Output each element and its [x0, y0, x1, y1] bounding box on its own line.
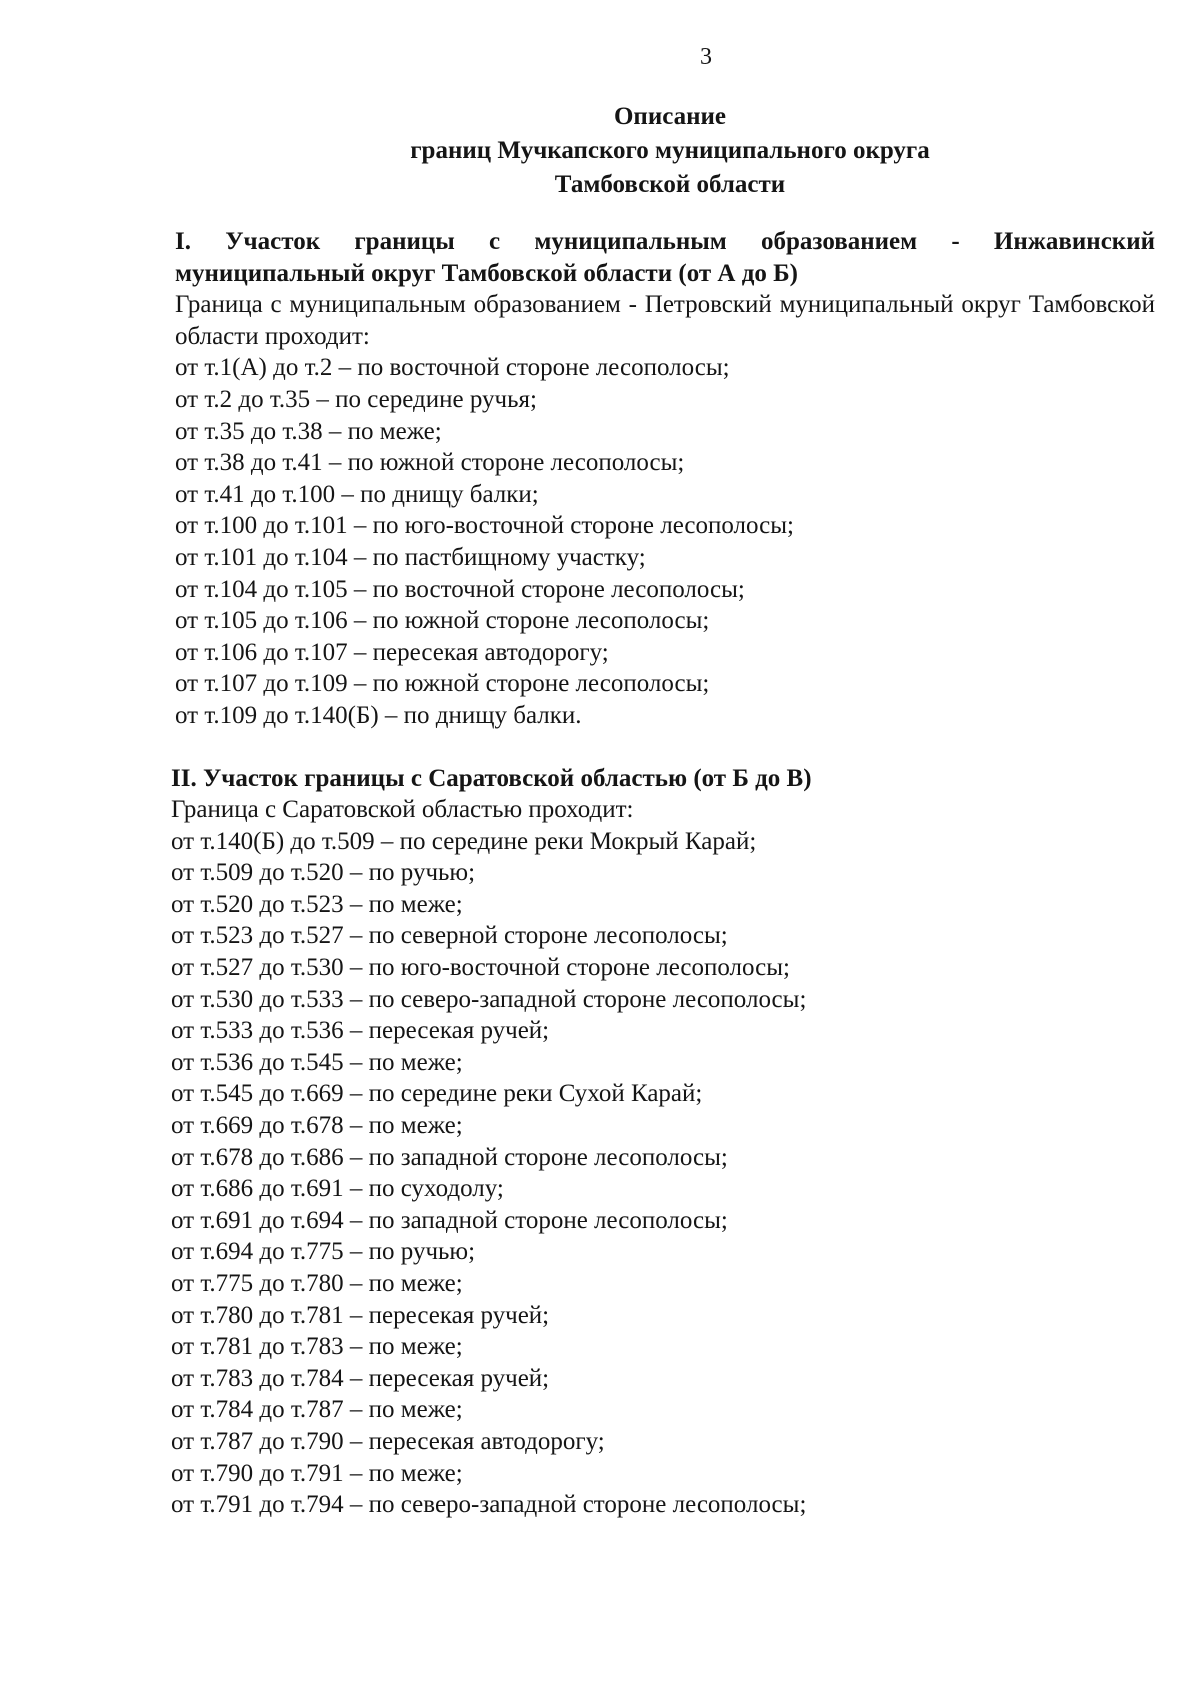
list-item: от т.523 до т.527 – по северной стороне лесополосы;	[171, 922, 728, 950]
list-item: от т.790 до т.791 – по меже;	[171, 1459, 463, 1487]
list-item: от т.669 до т.678 – по меже;	[171, 1112, 463, 1140]
list-item: от т.38 до т.41 – по южной стороне лесополосы;	[175, 449, 685, 477]
list-item: от т.780 до т.781 – пересекая ручей;	[171, 1301, 550, 1329]
list-item: от т.520 до т.523 – по меже;	[171, 890, 463, 918]
list-item: от т.536 до т.545 – по меже;	[171, 1048, 463, 1076]
list-item: от т.791 до т.794 – по северо-западной стороне лесополосы;	[171, 1491, 807, 1519]
page-number: 3	[700, 44, 712, 70]
list-item: от т.691 до т.694 – по западной стороне лесополосы;	[171, 1206, 728, 1234]
section-1-intro: Граница с муниципальным образованием - Петровский муниципальный округ Тамбовской области проходит:	[175, 291, 1155, 350]
list-item: от т.686 до т.691 – по суходолу;	[171, 1175, 504, 1203]
list-item: от т.109 до т.140(Б) – по днищу балки.	[175, 701, 582, 729]
list-item: от т.678 до т.686 – по западной стороне лесополосы;	[171, 1143, 728, 1171]
list-item: от т.41 до т.100 – по днищу балки;	[175, 480, 539, 508]
section-1	[175, 226, 1155, 732]
title-line-2: границ Мучкапского муниципального округа	[410, 137, 930, 164]
list-item: от т.781 до т.783 – по меже;	[171, 1333, 463, 1361]
section-spacer	[175, 732, 1155, 763]
list-item: от т.787 до т.790 – пересекая автодорогу;	[171, 1427, 605, 1455]
list-item: от т.105 до т.106 – по южной стороне лесополосы;	[175, 607, 710, 635]
section-1-heading: I. Участок границы с муниципальным образованием - Инжавинский муниципальный округ Тамбовской области (от А до Б)	[175, 228, 1155, 287]
list-item: от т.775 до т.780 – по меже;	[171, 1270, 463, 1297]
list-item: от т.1(А) до т.2 – по восточной стороне лесополосы;	[175, 354, 730, 382]
title-line-3: Тамбовской области	[554, 171, 786, 198]
list-item: от т.35 до т.38 – по меже;	[175, 417, 442, 445]
list-item: от т.104 до т.105 – по восточной стороне лесополосы;	[175, 575, 745, 603]
list-item: от т.783 до т.784 – пересекая ручей;	[171, 1364, 550, 1392]
list-item: от т.784 до т.787 – по меже;	[171, 1396, 463, 1424]
list-item: от т.694 до т.775 – по ручью;	[171, 1238, 476, 1266]
list-item: от т.100 до т.101 – по юго-восточной стороне лесополосы;	[175, 512, 794, 540]
section-2-heading: II. Участок границы с Саратовской областью (от Б до В)	[171, 764, 812, 792]
list-item: от т.533 до т.536 – пересекая ручей;	[171, 1017, 550, 1045]
list-item: от т.106 до т.107 – пересекая автодорогу;	[175, 638, 609, 666]
list-item: от т.509 до т.520 – по ручью;	[171, 859, 476, 887]
list-item: от т.530 до т.533 – по северо-западной стороне лесополосы;	[171, 985, 807, 1013]
list-item: от т.527 до т.530 – по юго-восточной стороне лесополосы;	[171, 954, 790, 982]
section-2-intro: Граница с Саратовской областью проходит:	[171, 796, 634, 824]
document-title	[0, 100, 1200, 202]
list-item: от т.2 до т.35 – по середине ручья;	[175, 385, 537, 413]
list-item: от т.107 до т.109 – по южной стороне лесополосы;	[175, 670, 710, 698]
list-item: от т.101 до т.104 – по пастбищному участку;	[175, 543, 646, 571]
list-item: от т.140(Б) до т.509 – по середине реки Мокрый Карай;	[171, 827, 757, 855]
section-2-list	[171, 826, 1155, 1521]
list-item: от т.545 до т.669 – по середине реки Сухой Карай;	[171, 1080, 703, 1108]
section-2	[171, 763, 1155, 1521]
section-1-list	[175, 352, 1155, 731]
title-line-1: Описание	[613, 103, 727, 130]
document-body	[171, 226, 1155, 1521]
